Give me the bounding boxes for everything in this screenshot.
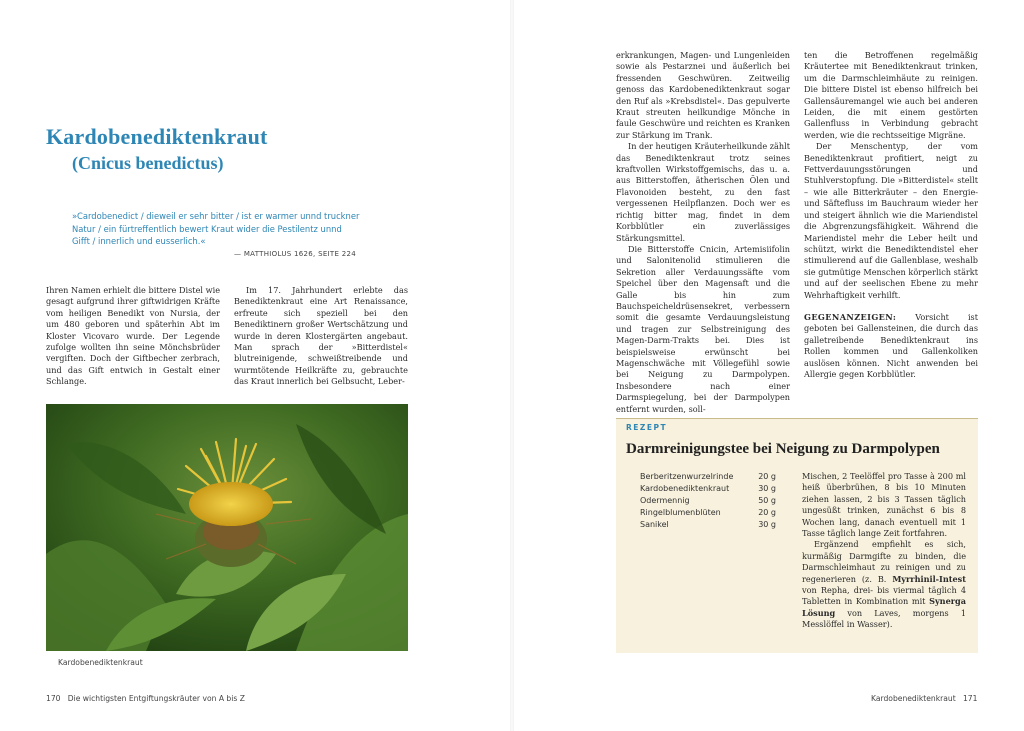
right-column-1 (616, 50, 790, 415)
text: Ergänzend empfiehlt es sich, kurmäßig Darmgifte zu binden, die Darmschleimhaut zu reinigen und zu regenerieren (z. B. (802, 539, 966, 584)
paragraph: In der heutigen Kräuterheilkunde zählt das Benediktenkraut trotz seines kraftvollen Wirkstoffgemischs, das u. a. aus Bitterstoffen, ätherischen Ölen und Flavonoiden besteht, zu den fast vergessenen Heilpflanzen. Doch wer es richtig bitter mag, findet in dem Korbblütler ein zuverlässiges Stärkungsmittel. (616, 141, 790, 243)
paragraph (802, 539, 966, 630)
ingredient-row (640, 483, 776, 495)
recipe-box (616, 418, 978, 653)
ingredient-name: Kardobenediktenkraut (640, 484, 730, 493)
ingredient-row (640, 471, 776, 483)
contraindications (804, 312, 978, 380)
ingredient-row (640, 495, 776, 507)
left-column-1 (46, 285, 220, 388)
text: von Laves, morgens 1 Messlöffel in Wasser). (802, 607, 966, 630)
ingredient-name: Odermennig (640, 496, 690, 505)
page-number: 171 (962, 694, 978, 703)
left-column-2 (234, 285, 408, 388)
product-name: Myrrhinil-Intest (892, 573, 966, 584)
ingredient-name: Berberitzenwurzelrinde (640, 472, 734, 481)
ingredient-name: Sanikel (640, 520, 669, 529)
page-number: 170 (46, 694, 61, 703)
ingredient-amount: 30 g (758, 484, 776, 493)
photo-caption: Kardobenediktenkraut (58, 658, 143, 667)
quote-citation: — MATTHIOLUS 1626, SEITE 224 (234, 250, 356, 258)
ingredient-amount: 20 g (758, 508, 776, 517)
right-column-2 (804, 50, 978, 380)
paragraph: ten die Betroffenen regelmäßig Kräutertee mit Benediktenkraut trinken, um die Darmschleimhäute zu reinigen. Die bittere Distel ist ebenso hilfreich bei Gallensäuremangel wie auch bei anderen Leiden, die mit einem gestörten Gallenfluss in Verbindung gebracht werden, wie die rechtsseitige Migräne. (804, 50, 978, 140)
running-head: Die wichtigsten Entgiftungskräuter von A bis Z (67, 694, 245, 703)
text: von Repha, drei- bis viermal täglich 4 Tabletten in Kombination mit (802, 585, 966, 607)
recipe-instructions (802, 471, 966, 631)
paragraph: Der Menschentyp, der vom Benediktenkraut profitiert, neigt zu Fettverdauungsstörungen und Stuhlverstopfung. Die »Bitterdistel« stellt – wie alle Bitterkräuter – den Energie- und Säftefluss im Bauchraum wieder her und steigert ähnlich wie die Mariendistel die Abgrenzungsfähigkeit. Während die Mariendistel mehr die Leber heilt und schützt, wirkt die Benediktendistel eher stimulierend auf die Gallenblase, weshalb sie gutmütige Menschen körperlich stärkt und auf der seelischen Ebene zu mehr Wehrhaftigkeit verhilft. (804, 141, 978, 300)
ingredient-row (640, 507, 776, 519)
footer-right (871, 694, 977, 703)
contraindications-text: Vorsicht ist geboten bei Gallensteinen, die durch das galletreibende Benediktenkraut ins Rollen kommen und Gallenkoliken auslösen können. Nicht anwenden bei Allergie gegen Korbblütler. (804, 311, 978, 379)
book-gutter (510, 0, 514, 731)
ingredient-amount: 30 g (758, 520, 776, 529)
paragraph: erkrankungen, Magen- und Lungenleiden sowie als Pestarznei und äußerlich bei fressenden Geschwüren. Zeitweilig genoss das Kardobenediktenkraut sogar den Ruf als »Krebsdistel«. Das gepulverte Kraut streuten heilkundige Mönche in faule Geschwüre und reichten es Kranken zur Stärkung im Trank. (616, 50, 790, 140)
running-head: Kardobenediktenkraut (871, 694, 956, 703)
paragraph: Im 17. Jahrhundert erlebte das Benediktenkraut eine Art Renaissance, erfreute sich speziell bei den Benediktinern großer Wertschätzung und wurde in deren Klostergärten angebaut. Man sprach der »Bitterdistel« blutreinigende, schweißtreibende und wurmtötende Heilkräfte zu, gebrauchte das Kraut innerlich bei Gelbsucht, Leber- (234, 285, 408, 387)
ingredient-amount: 50 g (758, 496, 776, 505)
ingredient-row (640, 519, 776, 531)
page-title: Kardobenediktenkraut (46, 124, 268, 149)
contraindications-label: GEGENANZEIGEN: (804, 311, 897, 322)
product-name: Synerga Lösung (802, 596, 966, 618)
ingredient-list (640, 471, 776, 531)
paragraph: Mischen, 2 Teelöffel pro Tasse à 200 ml heiß überbrühen, 8 bis 10 Minuten ziehen lassen, 2 bis 3 Tassen täglich ungesüßt trinken, zunächst 6 bis 8 Wochen lang, danach eventuell mit 1 Tasse täglich lange Zeit fortfahren. (802, 471, 966, 539)
intro-quote: »Cardobenedict / dieweil er sehr bitter / ist er warmer unnd truckner Natur / ein fürtreffentlich bewert Kraut wider die Pestilentz unnd Gifft / innerlich und eusserlich.« (72, 211, 360, 247)
page-subtitle: (Cnicus benedictus) (72, 153, 224, 173)
ingredient-name: Ringelblumenblüten (640, 508, 721, 517)
recipe-title: Darmreinigungstee bei Neigung zu Darmpolypen (626, 441, 940, 457)
footer-left (46, 694, 245, 703)
paragraph: Ihren Namen erhielt die bittere Distel wie gesagt aufgrund ihrer giftwidrigen Kräfte vom heiligen Benedikt von Nursia, der um 480 geboren und späterhin Abt im Kloster Vicovaro wurde. Der Legende zufolge wollten ihn seine Mönchsbrüder vergiften. Doch der Giftbecher zerbrach, und das Gift entwich in Gestalt einer Schlange. (46, 285, 220, 387)
thistle-photo (46, 404, 408, 651)
ingredient-amount: 20 g (758, 472, 776, 481)
paragraph: Die Bitterstoffe Cnicin, Artemisiifolin und Salonitenolid stimulieren die Sekretion aller Verdauungssäfte vom Speichel über den Magensaft und die Galle bis hin zum Bauchspeicheldrüsensekret, verbessern somit die gesamte Verdauungsleistung und tragen zur Selbstreinigung des Magen-Darm-Trakts bei. Dies ist beispielsweise erwünscht bei Magenschwäche mit Völlegefühl sowie bei Neigung zu Darmpolypen. Insbesondere nach einer Darmspiegelung, bei der Darmpolypen entfernt wurden, soll- (616, 243, 790, 414)
recipe-label: REZEPT (626, 423, 668, 432)
